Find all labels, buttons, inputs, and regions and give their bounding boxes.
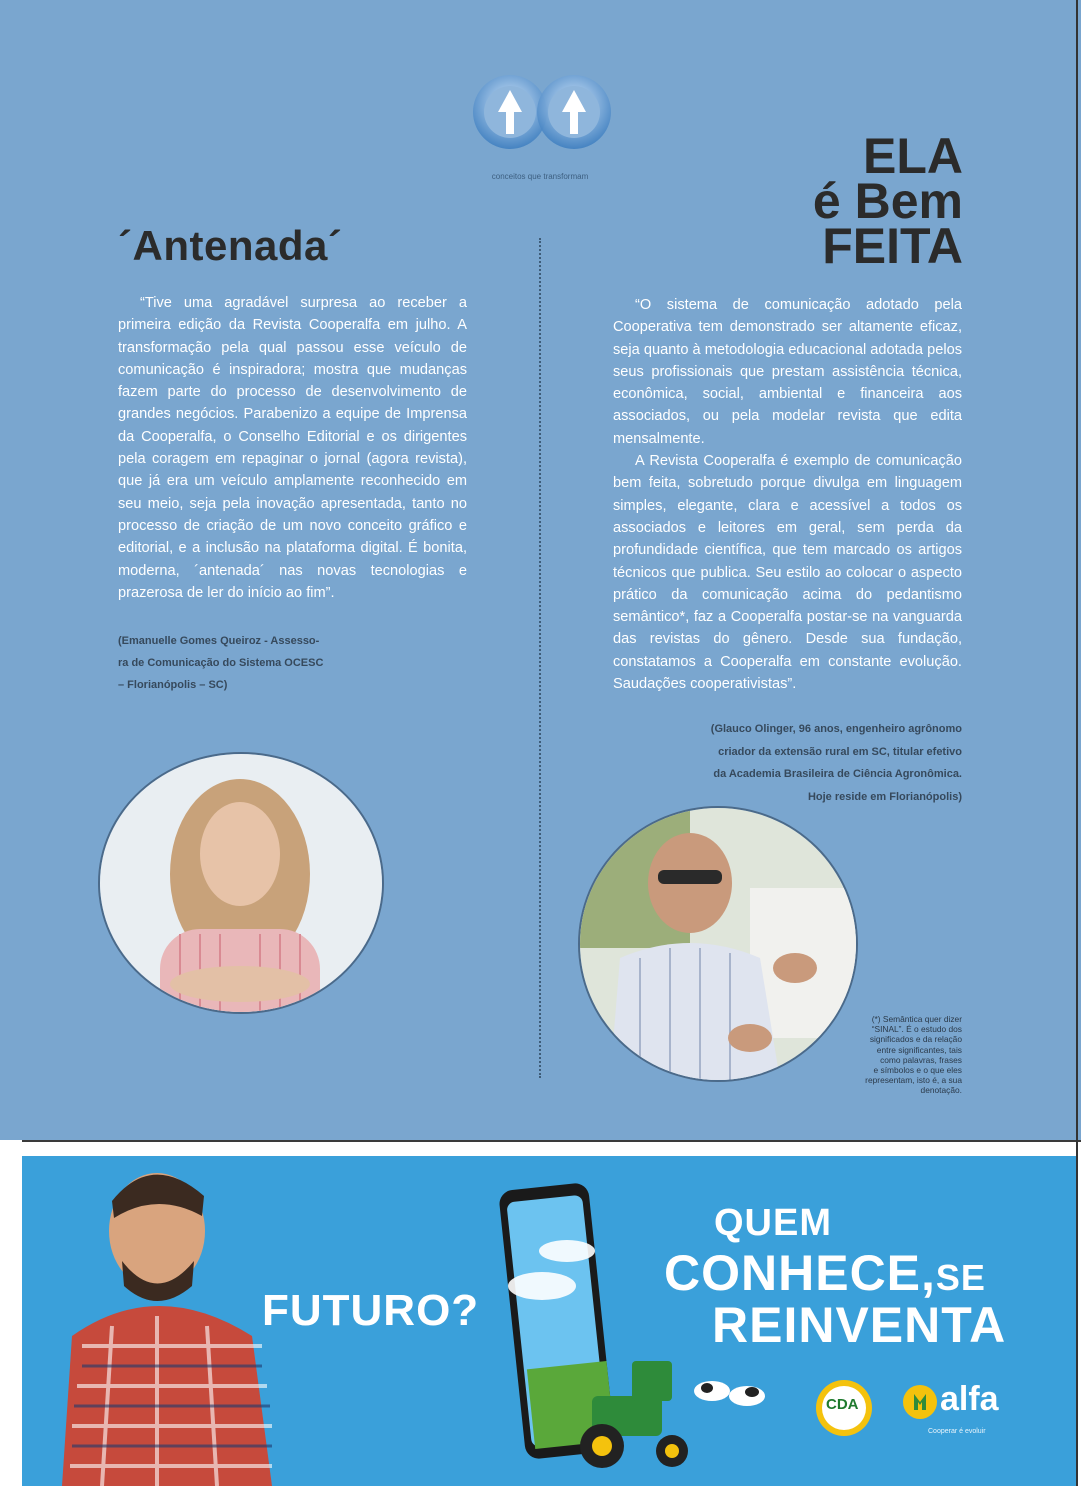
- caption-line: da Academia Brasileira de Ciência Agronômica.: [713, 768, 962, 780]
- caption-line: – Florianópolis – SC): [118, 679, 228, 691]
- right-title-line: FEITA: [822, 218, 963, 274]
- right-title-line: é Bem: [812, 173, 963, 229]
- footnote-line: representam, isto é, a sua: [865, 1075, 962, 1086]
- ad-headline-word: CONHECE,: [664, 1245, 936, 1301]
- footnote: [852, 1014, 962, 1096]
- two-arrows-circle-logo: [462, 72, 622, 152]
- footnote-line: denotação.: [920, 1085, 962, 1096]
- left-article-title: ´Antenada´: [118, 222, 343, 269]
- ad-headline-small: SE: [935, 1257, 986, 1298]
- footnote-line: e símbolos e o que eles: [873, 1065, 962, 1076]
- caption-line: Hoje reside em Florianópolis): [807, 790, 962, 803]
- footnote-line: entre significantes, tais: [876, 1044, 962, 1055]
- footnote-line: “SINAL”. É o estudo dos: [871, 1024, 962, 1035]
- woman-portrait-photo: [98, 752, 384, 1014]
- ad-headline-line: QUEM: [714, 1202, 832, 1244]
- alfa-slogan: Cooperar é evoluir: [928, 1428, 986, 1435]
- caption-line: ra de Comunicação do Sistema OCESC: [118, 657, 324, 669]
- ad-headline-line: [664, 1244, 986, 1302]
- left-article-body: [118, 292, 467, 604]
- right-article-body: [613, 294, 962, 695]
- left-author-caption: [118, 630, 348, 696]
- right-author-caption: [660, 718, 962, 808]
- page-edge-line: [1076, 0, 1078, 1486]
- body-paragraph: “Tive uma agradável surpresa ao receber a primeira edição da Revista Cooperalfa em julho. A transformação pela qual passou esse veículo de comunicação é inspiradora; mostra que mudanças fazem parte do processo de desenvolvimento de grandes negócios. Parabenizo a equipe de Imprensa da Cooperalfa, o Conselho Editorial e os dirigentes pela coragem em repaginar o jornal (agora revista), que já era um veículo amplamente reconhecido em seu meio, seja pela inovação apresentada, tanto no processo de criação de um novo conceito gráfico e editorial, e a inclusão na plataforma digital. É bonita, moderna, ´antenada´ nas novas tecnologias e prazerosa de ler do início ao fim”.: [118, 295, 467, 601]
- alfa-logo-icon: [902, 1384, 938, 1420]
- body-paragraph: A Revista Cooperalfa é exemplo de comunicação bem feita, sobretudo porque divulga em linguagem simples, elegante, clara e acessível a todos os associados e leitores em geral, sem perda da profundidade científica, que tem marcado os artigos técnicos que publica. Seu estilo ao colocar o aspecto prático da comunicação acima do pedantismo semântico*, faz a Cooperalfa postar-se na vanguarda das revistas do gênero. Desde sua fundação, constatamos a Cooperalfa em constante evolução. Saudações cooperativistas”.: [613, 453, 962, 693]
- right-article-title: [760, 128, 963, 274]
- column-divider: [539, 238, 541, 1078]
- caption-line: (Emanuelle Gomes Queiroz - Assesso-: [118, 635, 320, 647]
- footnote-line: (*) Semântica quer dizer: [871, 1014, 962, 1024]
- body-paragraph: “O sistema de comunicação adotado pela Cooperativa tem demonstrado ser altamente eficaz, seja quanto à metodologia educacional adotada pelos seus profissionais que prestam assistência técnica, econômica, social, ambiental e financeira aos associados, ou pela modelar revista que edita mensalmente.: [613, 297, 962, 447]
- caption-line: (Glauco Olinger, 96 anos, engenheiro agrônomo: [710, 723, 962, 735]
- ad-question: FUTURO?: [262, 1286, 480, 1335]
- ad-headline-line: REINVENTA: [712, 1297, 1007, 1353]
- advertisement-banner: [22, 1156, 1076, 1486]
- logo-caption: conceitos que transformam: [491, 172, 589, 181]
- elderly-man-portrait-photo: [578, 806, 858, 1082]
- footnote-line: significados e da relação: [869, 1034, 962, 1045]
- cda-logo-text: CDA: [826, 1396, 859, 1413]
- caption-line: criador da extensão rural em SC, titular efetivo: [718, 745, 962, 758]
- section-separator: [22, 1140, 1081, 1142]
- footnote-line: como palavras, frases: [880, 1054, 962, 1065]
- alfa-logo-text: alfa: [940, 1380, 999, 1418]
- right-title-line: ELA: [863, 128, 963, 184]
